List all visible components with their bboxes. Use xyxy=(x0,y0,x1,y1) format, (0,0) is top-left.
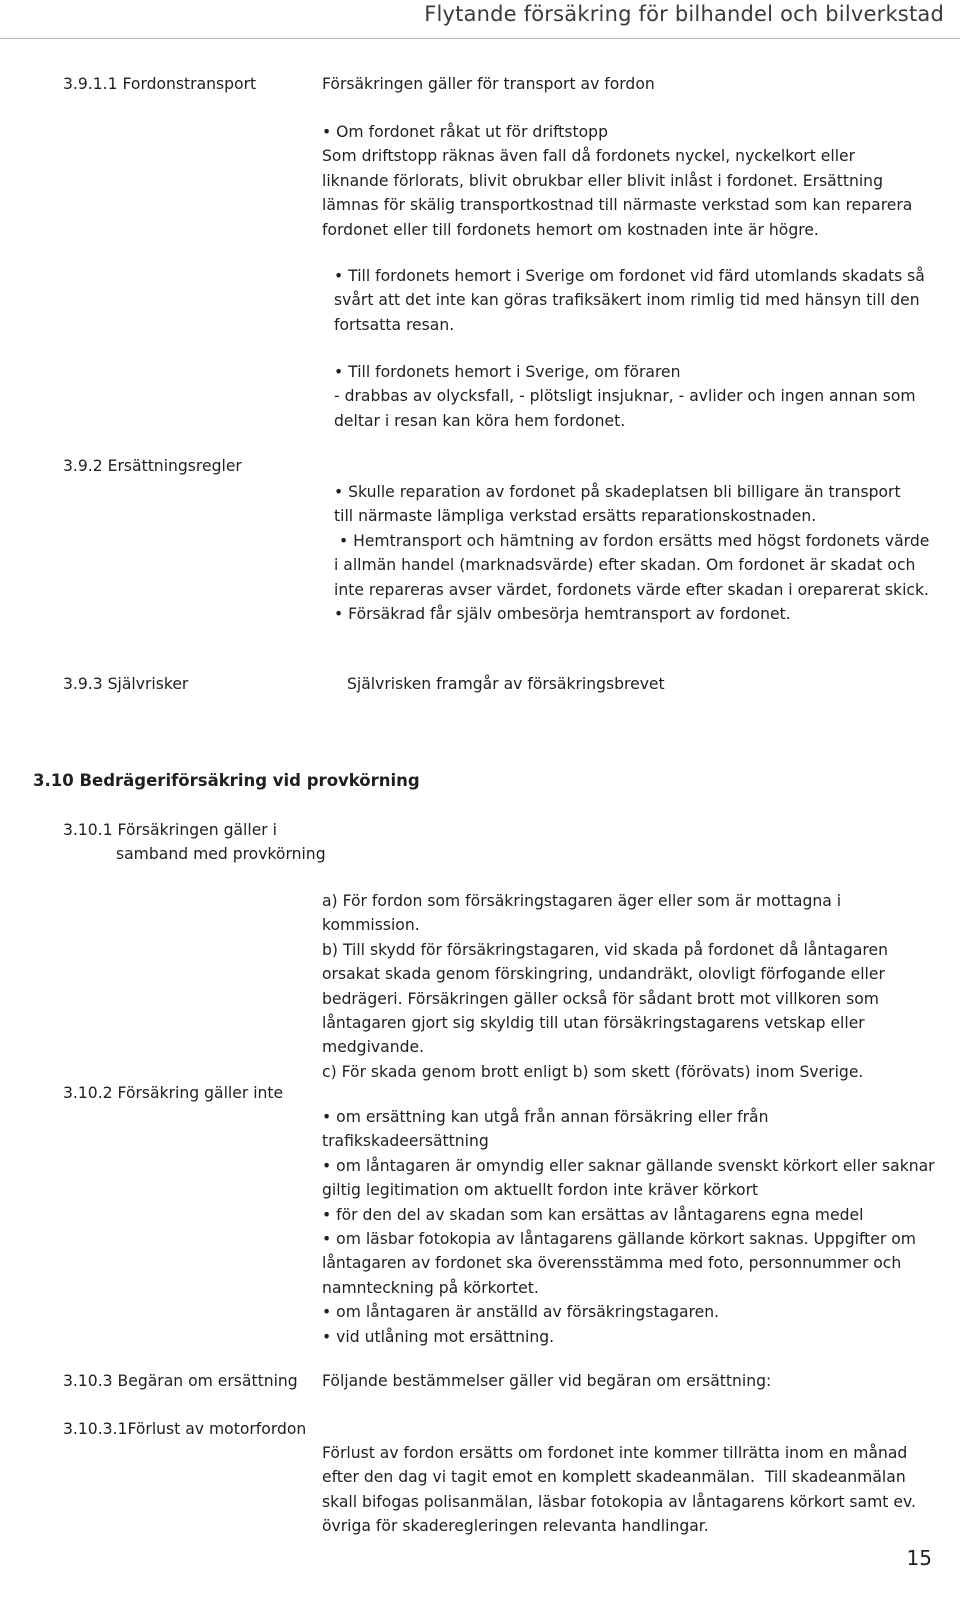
utomlands-paragraph xyxy=(334,264,925,337)
text-line: - drabbas av olycksfall, - plötsligt insjuknar, - avlider och ingen annan som xyxy=(334,387,916,406)
text-line: fortsatta resan. xyxy=(334,315,455,334)
text-line: Som driftstopp räknas även fall då fordonets nyckel, nyckelkort eller xyxy=(322,147,856,166)
page-number: 15 xyxy=(906,1546,932,1570)
text-line: fordonet eller till fordonets hemort om kostnaden inte är högre. xyxy=(322,220,819,239)
text-line: efter den dag vi tagit emot en komplett skadeanmälan. Till skadeanmälan xyxy=(322,1468,906,1487)
list-item: låntagaren av fordonet ska överensstämma med foto, personnummer och xyxy=(322,1254,902,1273)
running-header: Flytande försäkring för bilhandel och bilverkstad xyxy=(424,2,944,26)
foraren-paragraph xyxy=(334,360,916,433)
text-line: • Om fordonet råkat ut för driftstopp xyxy=(322,123,608,141)
text-line: c) För skada genom brott enligt b) som skett (förövats) inom Sverige. xyxy=(322,1062,864,1081)
text-line: • Försäkrad får själv ombesörja hemtransport av fordonet. xyxy=(334,605,791,624)
section-3-10-2-label: 3.10.2 Försäkring gäller inte xyxy=(63,1084,284,1102)
list-item: namnteckning på körkortet. xyxy=(322,1278,539,1297)
list-item: • om låntagaren är omyndig eller saknar gällande svenskt körkort eller saknar xyxy=(322,1156,935,1175)
text-line: a) För fordon som försäkringstagaren äger eller som är mottagna i xyxy=(322,892,842,910)
forlust-paragraph xyxy=(322,1441,916,1539)
list-item: • vid utlåning mot ersättning. xyxy=(322,1327,555,1346)
sjalvrisk-text: Självrisken framgår av försäkringsbrevet xyxy=(347,675,665,693)
text-line: liknande förlorats, blivit obrukbar eller blivit inlåst i fordonet. Ersättning xyxy=(322,171,883,190)
text-line: övriga för skaderegleringen relevanta handlingar. xyxy=(322,1517,709,1536)
section-3-9-2-label: 3.9.2 Ersättningsregler xyxy=(63,457,242,475)
text-line: • Skulle reparation av fordonet på skadeplatsen bli billigare än transport xyxy=(334,483,901,501)
provkorning-paragraph xyxy=(322,889,888,1084)
section-3-10-3-label: 3.10.3 Begäran om ersättning xyxy=(63,1372,298,1390)
text-line: • Till fordonets hemort i Sverige om fordonet vid färd utomlands skadats så xyxy=(334,267,925,285)
text-line: medgivande. xyxy=(322,1038,425,1057)
text-line: deltar i resan kan köra hem fordonet. xyxy=(334,411,626,430)
list-item: • om ersättning kan utgå från annan försäkring eller från xyxy=(322,1108,769,1126)
text-line: till närmaste lämpliga verkstad ersätts reparationskostnaden. xyxy=(334,507,817,526)
list-item: • om läsbar fotokopia av låntagarens gällande körkort saknas. Uppgifter om xyxy=(322,1230,916,1249)
list-item: trafikskadeersättning xyxy=(322,1132,489,1151)
section-3-9-1-1-label: 3.9.1.1 Fordonstransport xyxy=(63,75,257,93)
text-line: kommission. xyxy=(322,916,420,935)
section-3-9-3-label: 3.9.3 Självrisker xyxy=(63,675,189,693)
text-line: • Till fordonets hemort i Sverige, om föraren xyxy=(334,363,681,381)
text-line: låntagaren gjort sig skyldig till utan försäkringstagarens vetskap eller xyxy=(322,1014,865,1033)
text-line: • Hemtransport och hämtning av fordon ersätts med högst fordonets värde xyxy=(334,531,930,550)
text-line: Förlust av fordon ersätts om fordonet inte kommer tillrätta inom en månad xyxy=(322,1444,908,1462)
begaran-text: Följande bestämmelser gäller vid begäran om ersättning: xyxy=(322,1372,772,1390)
section-3-10-3-1-label: 3.10.3.1Förlust av motorfordon xyxy=(63,1420,307,1438)
list-item: giltig legitimation om aktuellt fordon inte kräver körkort xyxy=(322,1181,759,1200)
text-line: orsakat skada genom förskingring, undandräkt, olovligt förfogande eller xyxy=(322,965,885,984)
ersattningsregler-paragraph xyxy=(334,480,929,626)
text-line: bedrägeri. Försäkringen gäller också för sådant brott mot villkoren som xyxy=(322,989,879,1008)
header-rule xyxy=(0,38,960,39)
text-line: svårt att det inte kan göras trafiksäkert inom rimlig tid med hänsyn till den xyxy=(334,291,920,310)
text-line: i allmän handel (marknadsvärde) efter skadan. Om fordonet är skadat och xyxy=(334,556,916,575)
section-3-10-1-label-cont: samband med provkörning xyxy=(116,845,326,863)
driftstopp-paragraph xyxy=(322,120,912,242)
section-3-9-1-1-intro: Försäkringen gäller för transport av fordon xyxy=(322,75,655,93)
undantag-list xyxy=(322,1105,935,1349)
text-line: lämnas för skälig transportkostnad till närmaste verkstad som kan reparera xyxy=(322,196,913,215)
section-3-10-heading: 3.10 Bedrägeriförsäkring vid provkörning xyxy=(33,771,420,790)
text-line: skall bifogas polisanmälan, läsbar fotokopia av låntagarens körkort samt ev. xyxy=(322,1492,916,1511)
section-3-10-1-label: 3.10.1 Försäkringen gäller i xyxy=(63,821,278,839)
text-line: inte repareras avser värdet, fordonets värde efter skadan i oreparerat skick. xyxy=(334,580,929,599)
list-item: • för den del av skadan som kan ersättas av låntagarens egna medel xyxy=(322,1205,864,1224)
list-item: • om låntagaren är anställd av försäkringstagaren. xyxy=(322,1303,720,1322)
text-line: b) Till skydd för försäkringstagaren, vid skada på fordonet då låntagaren xyxy=(322,940,888,959)
